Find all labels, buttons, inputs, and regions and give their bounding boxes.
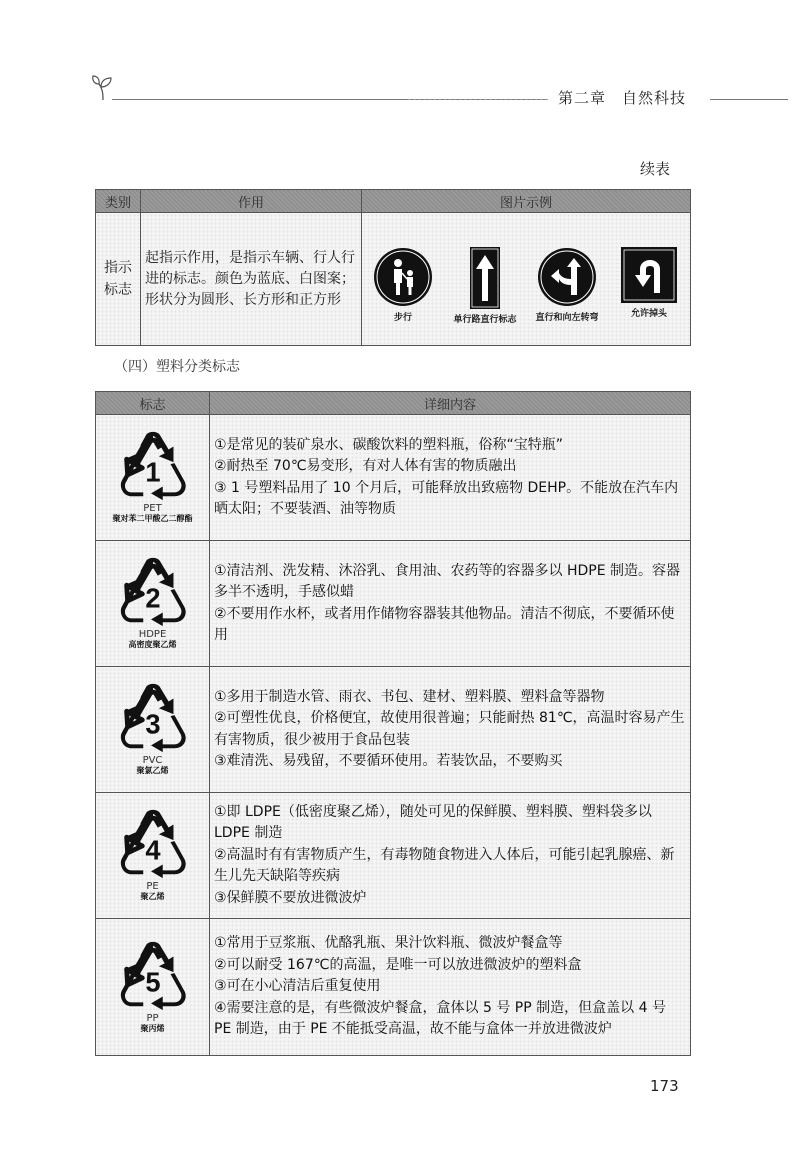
plastic-abbreviation: PP <box>146 1012 159 1024</box>
chapter-title: 第二章 自然科技 <box>558 89 687 107</box>
running-header <box>88 68 788 108</box>
detail-item: ①是常见的装矿泉水、碳酸饮料的塑料瓶，俗称“宝特瓶” <box>214 436 564 453</box>
detail-item: ④需要注意的是，有些微波炉餐盒，盒体以 5 号 PP 制造，但盒盖以 4 号 PE 制造，由于 PE 不能抵受高温，故不能与盒体一并放进微波炉 <box>214 999 666 1038</box>
recycling-triangle-icon <box>114 941 192 1013</box>
straight-or-left-sign-icon <box>537 247 597 307</box>
recycling-number: 2 <box>144 582 161 614</box>
detail-item: ③保鲜膜不要放进微波炉 <box>214 889 367 906</box>
table-row <box>96 213 691 346</box>
sign-function: 起指示作用，是指示车辆、行人行进的标志。颜色为蓝底、白图案；形状分为圆形、长方形和正方形 <box>141 213 362 346</box>
one-way-straight-sign-icon <box>470 247 500 309</box>
detail-item: ②可塑性优良，价格便宜，故使用很普遍；只能耐热 81℃，高温时容易产生有害物质，很少被用于食品包装 <box>214 710 685 748</box>
plastic-abbreviation: HDPE <box>138 629 167 640</box>
sign-type: 指示标志 <box>96 213 141 346</box>
header-rule-right <box>710 99 788 100</box>
recycling-symbol-cell <box>96 667 210 793</box>
column-header-type: 类别 <box>96 190 141 213</box>
sprout-icon <box>92 72 116 102</box>
sign-caption: 单行路直行标志 <box>453 314 517 325</box>
table-row <box>96 415 691 541</box>
table-header-row <box>96 190 691 213</box>
traffic-sign-table <box>95 189 691 346</box>
column-header-details: 详细内容 <box>210 392 691 415</box>
sign-example <box>446 247 524 326</box>
plastic-detail-cell <box>210 415 691 541</box>
sign-example <box>364 247 442 324</box>
detail-item: ②不要用作水杯，或者用作储物容器装其他物品。清洁不彻底，不要循环使用 <box>214 605 675 643</box>
continued-label: 续表 <box>639 160 670 178</box>
plastic-detail-cell <box>210 667 691 793</box>
recycling-symbol-cell <box>96 541 210 667</box>
recycling-number: 4 <box>144 834 161 866</box>
plastic-abbreviation: PVC <box>142 755 163 766</box>
page-number: 173 <box>650 1077 679 1095</box>
sign-caption: 允许掉头 <box>630 308 667 319</box>
table-row <box>96 667 691 793</box>
detail-item: ②耐热至 70℃易变形，有对人体有害的物质融出 <box>214 458 517 474</box>
plastic-detail-cell <box>210 541 691 667</box>
recycling-triangle-icon <box>114 431 192 503</box>
detail-item: ①多用于制造水管、雨衣、书包、建材、塑料膜、塑料盒等器物 <box>214 688 605 705</box>
sign-examples <box>362 213 691 346</box>
table-row <box>96 919 691 1056</box>
detail-item: ①即 LDPE（低密度聚乙烯），随处可见的保鲜膜、塑料膜、塑料袋多以 LDPE 制造 <box>214 803 652 842</box>
plastic-chinese-name: 聚氯乙烯 <box>136 766 169 775</box>
u-turn-sign-icon <box>621 247 677 303</box>
recycling-symbol-cell <box>96 415 210 541</box>
column-header-function: 作用 <box>141 190 362 213</box>
pedestrian-sign-icon <box>373 247 433 307</box>
recycling-triangle-icon <box>114 809 192 881</box>
plastic-abbreviation: PE <box>146 881 159 892</box>
detail-item: ③ 1 号塑料品用了 10 个月后，可能释放出致癌物 DEHP。不能放在汽车内晒太阳；不要装酒、油等物质 <box>214 479 679 517</box>
subsection-title: （四）塑料分类标志 <box>114 359 240 375</box>
sign-example <box>528 247 606 324</box>
plastic-chinese-name: 聚对苯二甲酸乙二醇酯 <box>112 514 193 523</box>
table-row <box>96 793 691 919</box>
plastic-code-table <box>95 391 691 1056</box>
table-row <box>96 541 691 667</box>
detail-item: ③难清洗、易残留，不要循环使用。若装饮品，不要购买 <box>214 753 563 769</box>
plastic-abbreviation: PET <box>143 503 162 514</box>
plastic-chinese-name: 聚丙烯 <box>140 1023 165 1033</box>
detail-item: ②可以耐受 167℃的高温，是唯一可以放进微波炉的塑料盒 <box>214 956 582 973</box>
recycling-triangle-icon <box>114 557 192 629</box>
header-rule-dashed <box>408 99 548 100</box>
plastic-chinese-name: 高密度聚乙烯 <box>128 640 177 649</box>
detail-item: ①清洁剂、洗发精、沐浴乳、食用油、农药等的容器多以 HDPE 制造。容器多半不透明，手感似蜡 <box>214 562 681 600</box>
recycling-number: 3 <box>144 708 161 740</box>
plastic-chinese-name: 聚乙烯 <box>140 892 165 901</box>
recycling-number: 1 <box>144 456 161 488</box>
plastic-detail-cell <box>210 919 691 1056</box>
detail-item: ②高温时有有害物质产生，有毒物随食物进入人体后，可能引起乳腺癌、新生儿先天缺陷等疾病 <box>214 846 675 885</box>
detail-item: ③可在小心清洁后重复使用 <box>214 978 381 995</box>
plastic-detail-cell <box>210 793 691 919</box>
recycling-symbol-cell <box>96 919 210 1056</box>
recycling-triangle-icon <box>114 683 192 755</box>
column-header-examples: 图片示例 <box>362 190 691 213</box>
sign-example <box>610 247 688 320</box>
sign-caption: 步行 <box>393 312 412 323</box>
recycling-number: 5 <box>144 966 161 998</box>
table-header-row <box>96 392 691 415</box>
recycling-symbol-cell <box>96 793 210 919</box>
column-header-symbol: 标志 <box>96 392 210 415</box>
detail-item: ①常用于豆浆瓶、优酪乳瓶、果汁饮料瓶、微波炉餐盒等 <box>214 935 563 952</box>
sign-caption: 直行和向左转弯 <box>535 312 599 323</box>
